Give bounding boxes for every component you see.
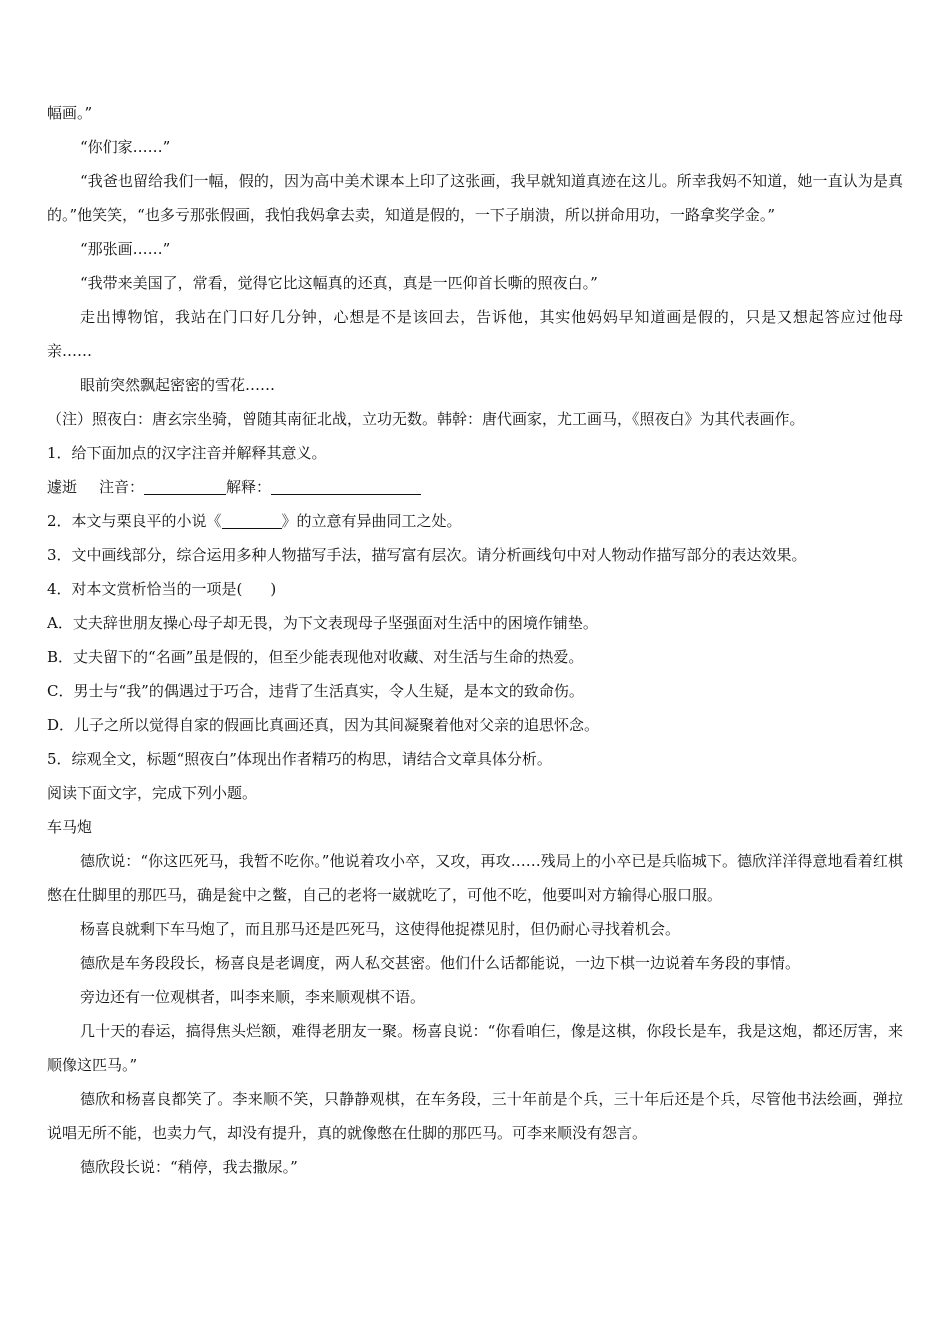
question-2-suffix: 》的立意有异曲同工之处。 [281,512,462,530]
story1-paragraph-1: 幅画。” [47,104,93,122]
story2-paragraph-2: 杨喜良就剩下车马炮了，而且那马还是匹死马，这使得他捉襟见肘，但仍耐心寻找着机会。 [80,920,681,938]
question-2-prefix: 2．本文与栗良平的小说《 [47,512,222,530]
pinyin-label: 注音： [99,478,145,496]
story2-paragraph-5: 几十天的春运，搞得焦头烂额，难得老朋友一聚。杨喜良说：“你看咱仨，像是这棋，你段长是车，我是这炮，都还厉害，来顺像这匹马。” [47,1022,903,1074]
story2-paragraph-3: 德欣是车务段段长，杨喜良是老调度，两人私交甚密。他们什么话都能说，一边下棋一边说着车务段的事情。 [80,954,801,972]
question-2-blank[interactable] [222,512,282,529]
story1-paragraph-4: “那张画……” [80,240,171,258]
story1-paragraph-2: “你们家……” [80,138,171,156]
story2-title: 车马炮 [47,818,93,836]
option-c: C．男士与“我”的偶遇过于巧合，违背了生活真实，令人生疑，是本文的致命伤。 [47,682,584,700]
option-b: B．丈夫留下的“名画”虽是假的，但至少能表现他对收藏、对生活与生命的热爱。 [47,648,584,666]
question-1-word: 遽逝 [47,478,78,496]
story1-paragraph-7: 眼前突然飘起密密的雪花…… [80,376,276,394]
story1-note: （注）照夜白：唐玄宗坐骑，曾随其南征北战，立功无数。韩幹：唐代画家，尤工画马，《照夜白》为其代表画作。 [47,410,805,428]
option-d: D．儿子之所以觉得自家的假画比真画还真，因为其间凝聚着他对父亲的追思怀念。 [47,716,600,734]
question-3: 3．文中画线部分，综合运用多种人物描写手法，描写富有层次。请分析画线句中对人物动作描写部分的表达效果。 [47,546,807,564]
story1-paragraph-3: “我爸也留给我们一幅，假的，因为高中美术课本上印了这张画，我早就知道真迹在这儿。所幸我妈不知道，她一直认为是真的。”他笑笑，“也多亏那张假画，我怕我妈拿去卖，知道是假的，一下子崩溃，所以拼命用功，一路拿奖学金。” [47,172,903,224]
pinyin-blank[interactable] [144,478,226,495]
question-5: 5．综观全文，标题“照夜白”体现出作者精巧的构思，请结合文章具体分析。 [47,750,552,768]
question-4-suffix: ) [270,580,277,598]
story2-paragraph-7: 德欣段长说：“稍停，我去撒尿。” [80,1158,298,1176]
document-page [47,96,903,1184]
question-1: 1．给下面加点的汉字注音并解释其意义。 [47,444,327,462]
meaning-label: 解释： [226,478,272,496]
story1-paragraph-5: “我带来美国了，常看，觉得它比这幅真的还真，真是一匹仰首长嘶的照夜白。” [80,274,598,292]
question-2 [47,504,903,538]
meaning-blank[interactable] [271,478,421,495]
story2-paragraph-4: 旁边还有一位观棋者，叫李来顺，李来顺观棋不语。 [80,988,426,1006]
story1-paragraph-6: 走出博物馆，我站在门口好几分钟，心想是不是该回去，告诉他，其实他妈妈早知道画是假的，只是又想起答应过他母亲…… [47,308,903,360]
story2-paragraph-1: 德欣说：“你这匹死马，我暂不吃你。”他说着攻小卒，又攻，再攻……残局上的小卒已是兵临城下。德欣洋洋得意地看着红棋憋在仕脚里的那匹马，确是瓮中之鳖，自己的老将一崴就吃了，可他不吃，他要叫对方输得心服口服。 [47,852,903,904]
question-1-answer-line [47,470,903,504]
option-a: A．丈夫辞世朋友操心母子却无畏，为下文表现母子坚强面对生活中的困境作铺垫。 [47,614,598,632]
story2-paragraph-6: 德欣和杨喜良都笑了。李来顺不笑，只静静观棋，在车务段，三十年前是个兵，三十年后还是个兵，尽管他书法绘画，弹拉说唱无所不能，也卖力气，却没有提升，真的就像憋在仕脚的那匹马。可李来顺没有怨言。 [47,1090,903,1142]
reading-instruction: 阅读下面文字，完成下列小题。 [47,784,258,802]
question-4-prefix: 4．对本文赏析恰当的一项是( [47,580,243,598]
question-4 [47,572,903,606]
